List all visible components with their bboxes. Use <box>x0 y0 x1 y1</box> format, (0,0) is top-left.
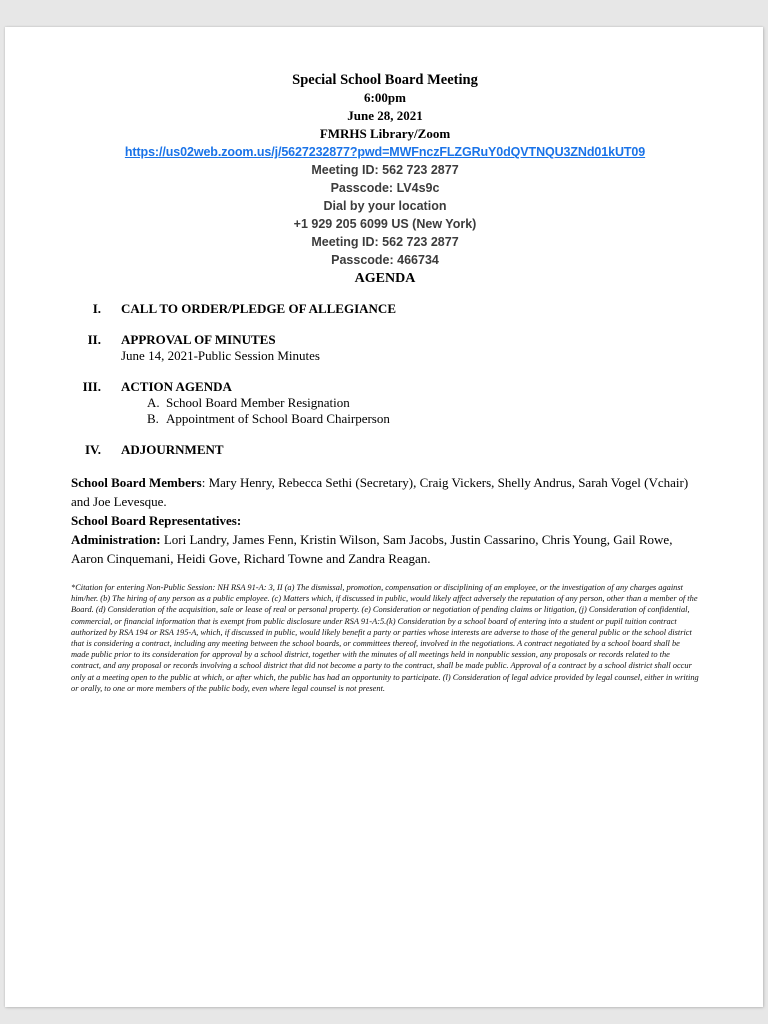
agenda-subitem <box>147 411 699 427</box>
administration-label: Administration: <box>71 532 161 547</box>
meeting-title: Special School Board Meeting <box>292 72 478 88</box>
agenda-item-title: APPROVAL OF MINUTES <box>121 332 276 347</box>
non-public-session-citation: *Citation for entering Non-Public Session: NH RSA 91-A: 3, II (a) The dismissal, promotion, compensation or disciplining of an employee, or the investigation of any charges against him/her. (b) The hiring of any person as a public employee. (c) Matters which, if discussed in public, would likely affect adversely the reputation of any person, other than a member of the Board. (d) Consideration of the acquisition, sale or lease of real or personal property. (e) Consideration or negotiation of pending claims or litigation, (j) Consideration of confidential, commercial, or financial information that is exempt from public disclosure under RSA 91-A:5.(k) Consideration by a school board of entering into a student or pupil tuition contract authorized by RSA 194 or RSA 195-A, which, if discussed in public, would likely benefit a party or parties whose interests are adverse to those of the general public or the school district that is considering a contract, including any meeting between the school boards, or committees thereof, involved in the negotiations. A contract negotiated by a school board shall be made public prior to its consideration for approval by a school district, together with the minutes of all meetings held in nonpublic session, any proposals or records related to the contract, and any proposal or records involving a school district that did not become a party to the contract, shall be made public. Approval of a contract by a school district shall occur only at a meeting open to the public at which, or after which, the public has had an opportunity to participate. (l) Consideration of legal advice provided by legal counsel, either in writing or orally, to one or more members of the public body, even where legal counsel is not present. <box>71 583 699 693</box>
subitem-text: Appointment of School Board Chairperson <box>166 411 390 426</box>
passcode: Passcode: LV4s9c <box>330 181 440 195</box>
board-members-label: School Board Members <box>71 475 202 490</box>
zoom-meeting-link[interactable]: https://us02web.zoom.us/j/5627232877?pwd=MWFnczFLZGRuY0dQVTNQU3ZNd01kUT09 <box>124 145 646 159</box>
meeting-date: June 28, 2021 <box>347 108 423 123</box>
dial-in-phone-number: +1 929 205 6099 US (New York) <box>293 217 477 231</box>
meeting-location: FMRHS Library/Zoom <box>319 126 451 141</box>
agenda-numeral: III. <box>82 379 101 394</box>
subitem-text: School Board Member Resignation <box>166 395 350 410</box>
dial-in-meeting-id: Meeting ID: 562 723 2877 <box>311 235 459 249</box>
agenda-item-adjournment <box>71 442 699 458</box>
agenda-numeral: IV. <box>84 442 101 457</box>
document-page <box>5 27 763 1007</box>
agenda-list <box>71 301 699 458</box>
document-content <box>71 71 699 694</box>
agenda-numeral: I. <box>92 301 101 316</box>
representatives-paragraph <box>71 511 699 530</box>
agenda-subitems <box>121 395 699 427</box>
board-members-paragraph <box>71 473 699 511</box>
meeting-time: 6:00pm <box>364 90 406 105</box>
dial-by-location-label: Dial by your location <box>323 199 447 213</box>
agenda-item-title: ACTION AGENDA <box>121 379 232 394</box>
agenda-heading: AGENDA <box>354 271 416 286</box>
representatives-label: School Board Representatives: <box>71 513 242 528</box>
agenda-item-action-agenda <box>71 379 699 427</box>
agenda-numeral: II. <box>87 332 101 347</box>
administration-list: Lori Landry, James Fenn, Kristin Wilson, Sam Jacobs, Justin Cassarino, Chris Young, Gail Rowe, Aaron Cinquemani, Heidi Gove, Richard Towne and Zandra Reagan. <box>71 532 673 566</box>
subitem-letter: A. <box>147 395 160 410</box>
agenda-subitem <box>147 395 699 411</box>
meeting-header <box>71 71 699 288</box>
attendees-section <box>71 473 699 568</box>
meeting-id: Meeting ID: 562 723 2877 <box>311 163 459 177</box>
agenda-item-call-to-order <box>71 301 699 317</box>
agenda-item-title: CALL TO ORDER/PLEDGE OF ALLEGIANCE <box>121 301 396 316</box>
board-members-list: : Mary Henry, Rebecca Sethi (Secretary), Craig Vickers, Shelly Andrus, Sarah Vogel (Vchair) and Joe Levesque. <box>71 475 689 509</box>
agenda-item-detail: June 14, 2021-Public Session Minutes <box>121 348 320 363</box>
agenda-item-approval-of-minutes <box>71 332 699 364</box>
administration-paragraph <box>71 530 699 568</box>
subitem-letter: B. <box>147 411 159 426</box>
dial-in-passcode: Passcode: 466734 <box>331 253 439 267</box>
agenda-item-title: ADJOURNMENT <box>121 442 224 457</box>
